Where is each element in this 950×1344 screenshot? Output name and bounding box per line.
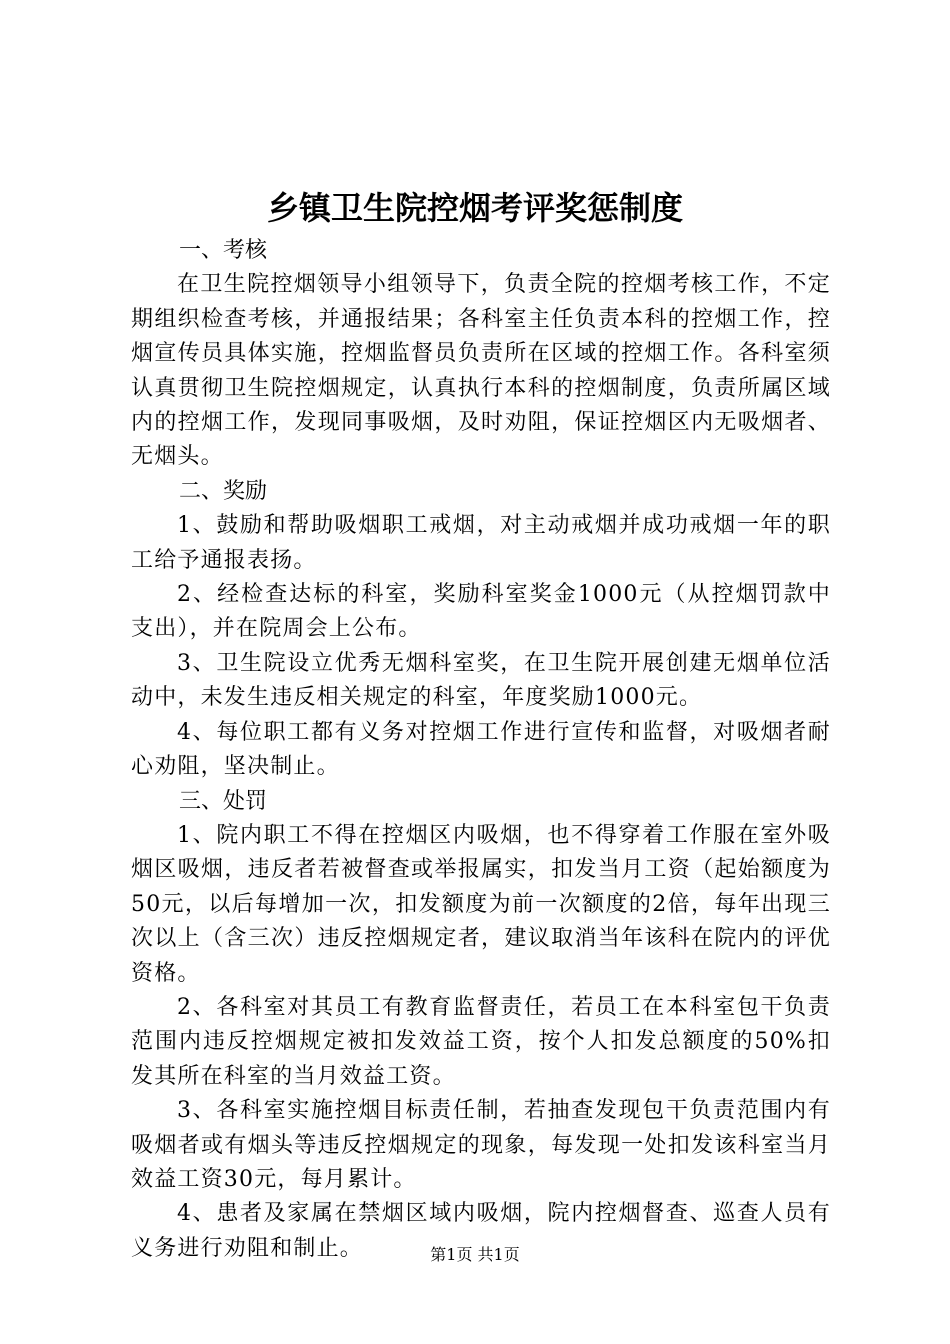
section-heading: 三、处罚 bbox=[179, 788, 268, 814]
section-paragraph: 3、各科室实施控烟目标责任制，若抽查发现包干负责范围内有吸烟者或有烟头等违反控烟规定的现象，每发现一处扣发该科室当月效益工资30元，每月累计。 bbox=[131, 1098, 831, 1192]
document-title: 乡镇卫生院控烟考评奖惩制度 bbox=[266, 189, 683, 227]
section-paragraph: 4、患者及家属在禁烟区域内吸烟，院内控烟督查、巡查人员有义务进行劝阻和制止。 bbox=[131, 1201, 831, 1261]
document-body bbox=[131, 234, 831, 1266]
section-rewards bbox=[131, 475, 831, 785]
section-paragraph: 1、鼓励和帮助吸烟职工戒烟，对主动戒烟并成功戒烟一年的职工给予通报表扬。 bbox=[131, 513, 831, 573]
section-paragraph: 1、院内职工不得在控烟区内吸烟，也不得穿着工作服在室外吸烟区吸烟，违反者若被督查或举报属实，扣发当月工资（起始额度为50元，以后每增加一次，扣发额度为前一次额度的2倍，每年出现三次以上（含三次）违反控烟规定者，建议取消当年该科在院内的评优资格。 bbox=[131, 822, 831, 986]
section-paragraph: 在卫生院控烟领导小组领导下，负责全院的控烟考核工作，不定期组织检查考核，并通报结果；各科室主任负责本科的控烟工作，控烟宣传员具体实施，控烟监督员负责所在区域的控烟工作。各科室须认真贯彻卫生院控烟规定，认真执行本科的控烟制度，负责所属区域内的控烟工作，发现同事吸烟，及时劝阻，保证控烟区内无吸烟者、无烟头。 bbox=[131, 272, 831, 470]
section-assessment bbox=[131, 234, 831, 475]
section-penalties bbox=[131, 785, 831, 1267]
section-heading: 二、奖励 bbox=[179, 478, 268, 504]
section-paragraph: 3、卫生院设立优秀无烟科室奖，在卫生院开展创建无烟单位活动中，未发生违反相关规定的科室，年度奖励1000元。 bbox=[131, 650, 831, 711]
section-paragraph: 2、经检查达标的科室，奖励科室奖金1000元（从控烟罚款中支出），并在院周会上公布。 bbox=[131, 582, 831, 642]
page-footer: 第1页 共1页 bbox=[430, 1245, 520, 1264]
section-heading: 一、考核 bbox=[179, 238, 268, 263]
section-paragraph: 4、每位职工都有义务对控烟工作进行宣传和监督，对吸烟者耐心劝阻，坚决制止。 bbox=[131, 719, 831, 780]
section-paragraph: 2、各科室对其员工有教育监督责任，若员工在本科室包干负责范围内违反控烟规定被扣发效益工资，按个人扣发总额度的50%扣发其所在科室的当月效益工资。 bbox=[131, 994, 831, 1089]
